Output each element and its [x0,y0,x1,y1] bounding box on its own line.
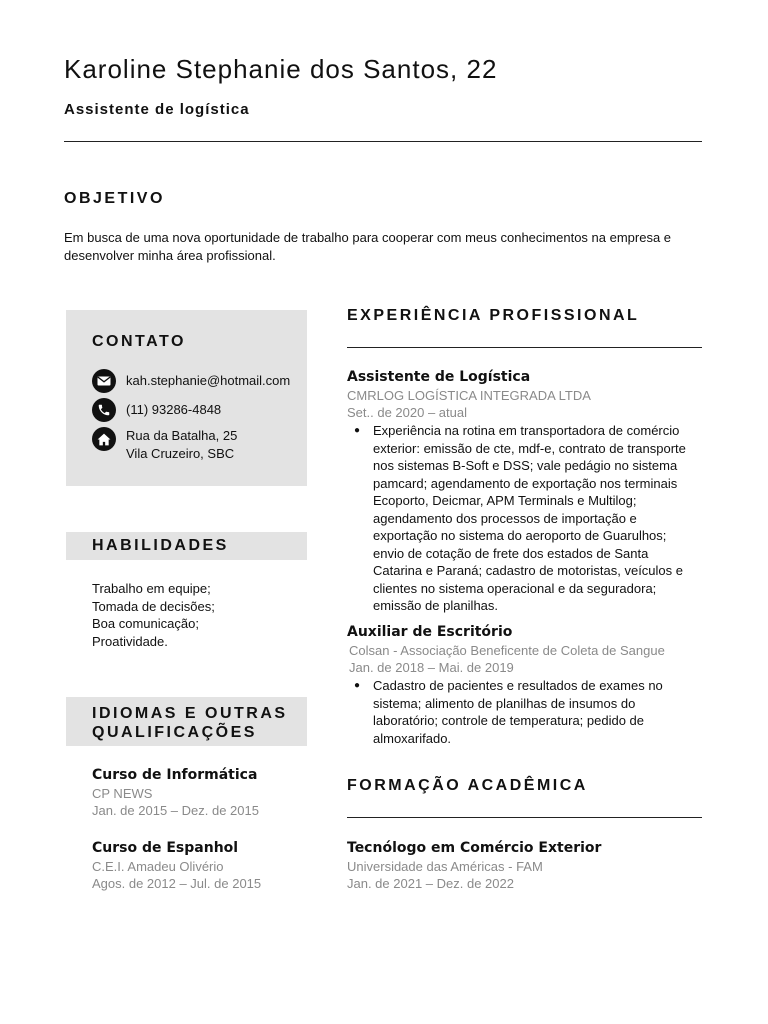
education-dates: Jan. de 2021 – Dez. de 2022 [347,876,514,891]
job-item [347,369,707,615]
envelope-icon [92,369,116,393]
languages-heading-line1: IDIOMAS E OUTRAS [92,705,288,722]
duty-bullet: ● Cadastro de pacientes e resultados de exames no sistema; alimento de planilhas de insumos do laboratório; controle de temperatura; pedido de almoxarifado. [347,677,727,747]
job-duties [347,677,727,747]
course-org: CP NEWS [92,786,153,801]
skills-heading: HABILIDADES [92,537,229,554]
education-divider [347,817,702,818]
skill-item: Boa comunicação; [92,616,199,631]
address-text [126,427,237,462]
job-title: Assistente de Logística [347,369,531,385]
course-dates: Jan. de 2015 – Dez. de 2015 [92,803,259,818]
skills-list [92,580,215,650]
course-org: C.E.I. Amadeu Olivério [92,859,224,874]
education-heading: FORMAÇÃO ACADÊMICA [347,777,588,794]
job-item [347,624,727,747]
job-duties [347,422,707,615]
contact-address [92,427,237,462]
degree-title: Tecnólogo em Comércio Exterior [347,840,602,856]
address-line1: Rua da Batalha, 25 [126,428,238,443]
skill-item: Proatividade. [92,633,168,649]
skill-item: Trabalho em equipe; [92,581,211,596]
email-text[interactable]: kah.stephanie@hotmail.com [126,373,291,388]
experience-heading: EXPERIÊNCIA PROFISSIONAL [347,307,640,324]
course-dates: Agos. de 2012 – Jul. de 2015 [92,876,262,891]
languages-heading [92,704,288,742]
job-dates: Set.. de 2020 – atual [347,405,467,420]
course-title: Curso de Informática [92,767,258,783]
course-item [92,840,261,892]
school-name: Universidade das Américas - FAM [347,859,543,874]
job-title: Auxiliar de Escritório [347,624,513,640]
contact-email [92,369,290,393]
candidate-role: Assistente de logística [64,101,250,118]
phone-text[interactable]: (11) 93286-4848 [126,402,222,417]
contact-phone [92,398,221,422]
experience-divider [347,347,702,348]
home-icon [92,427,116,451]
candidate-name: Karoline Stephanie dos Santos, 22 [64,54,498,84]
skill-item: Tomada de decisões; [92,598,215,614]
job-company: CMRLOG LOGÍSTICA INTEGRADA LTDA [347,388,591,403]
header-divider [64,141,702,142]
job-company: Colsan - Associação Beneficente de Coleta de Sangue [349,643,665,658]
address-line2: Vila Cruzeiro, SBC [126,445,235,461]
course-title: Curso de Espanhol [92,840,239,856]
duty-bullet: ● Experiência na rotina em transportadora de comércio exterior: emissão de cte, mdf-e, contrato de transporte nos sistemas B-Soft e DSS; vale pedágio no sistema pamcard; agendamento de exportação nos terminais Ecoporto, Deicmar, APM Terminals e Multilog; agendamento dos processos de importação e exportação no sistema do aeroporto de Guarulhos; envio de cotação de frete dos estados de Santa Catarina e Paraná; cadastro de motoristas, veículos e clientes no sistema operacional e da seguradora; emissão de planilhas. [347,422,707,615]
languages-heading-line2: QUALIFICAÇÕES [92,724,257,741]
phone-icon [92,398,116,422]
job-dates: Jan. de 2018 – Mai. de 2019 [349,660,514,675]
course-item [92,767,259,819]
contact-heading: CONTATO [92,333,186,350]
education-item [347,840,601,892]
objective-text: Em busca de uma nova oportunidade de trabalho para cooperar com meus conhecimentos na empresa e desenvolver minha área profissional. [64,230,672,263]
objective-heading: OBJETIVO [64,190,165,207]
